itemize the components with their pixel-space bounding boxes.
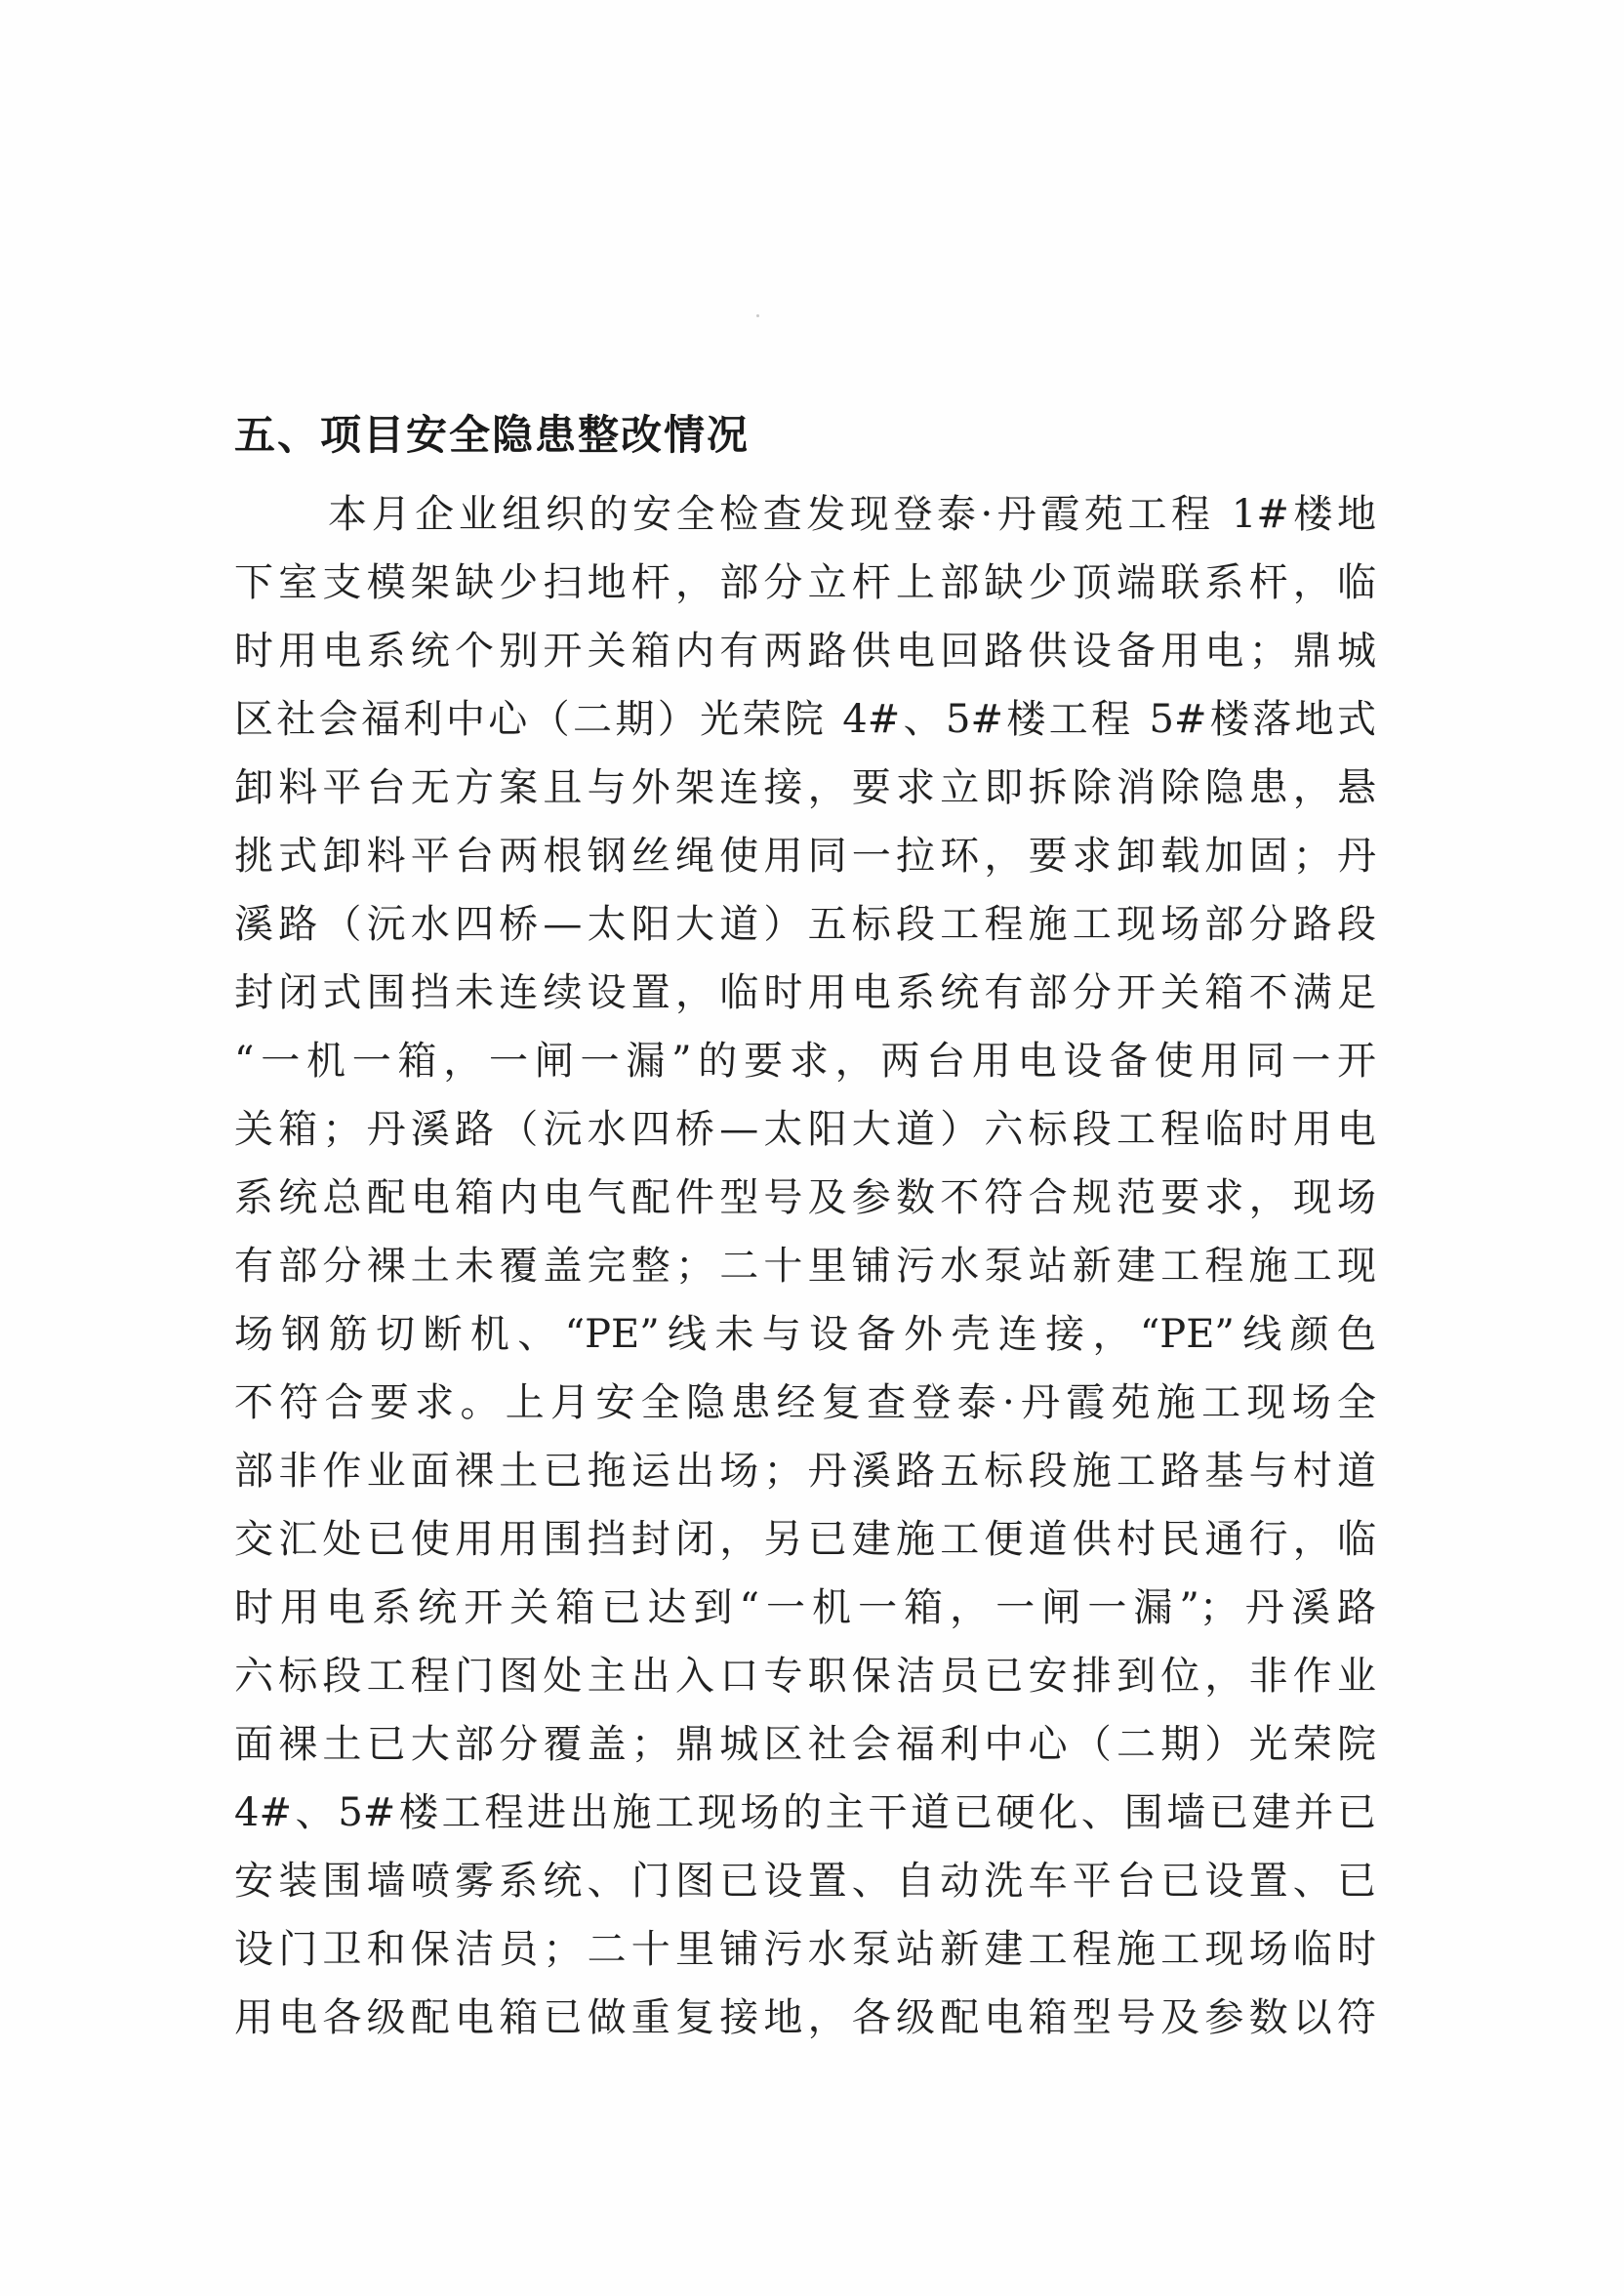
paragraph-line: 场钢筋切断机、“PE”线未与设备外壳连接，“PE”线颜色 xyxy=(234,1312,1376,1357)
paragraph-line: 安装围墙喷雾系统、门图已设置、自动洗车平台已设置、已 xyxy=(234,1859,1376,1904)
paragraph-line: 封闭式围挡未连续设置，临时用电系统有部分开关箱不满足 xyxy=(234,970,1376,1015)
paragraph-line: 用电各级配电箱已做重复接地，各级配电箱型号及参数以符 xyxy=(234,1995,1376,2040)
paragraph-line: 下室支模架缺少扫地杆，部分立杆上部缺少顶端联系杆，临 xyxy=(234,560,1376,605)
paragraph-line: 溪路（沅水四桥—太阳大道）五标段工程施工现场部分路段 xyxy=(234,902,1376,947)
paragraph-line: 本月企业组织的安全检查发现登泰·丹霞苑工程 1#楼地 xyxy=(328,492,1376,537)
paragraph-line: 有部分裸土未覆盖完整；二十里铺污水泵站新建工程施工现 xyxy=(234,1244,1376,1289)
paragraph-line: 时用电系统个别开关箱内有两路供电回路供设备用电；鼎城 xyxy=(234,629,1376,674)
section-heading: 五、项目安全隐患整改情况 xyxy=(234,411,751,459)
paragraph-line: 系统总配电箱内电气配件型号及参数不符合规范要求，现场 xyxy=(234,1175,1376,1220)
paragraph-line: 交汇处已使用用围挡封闭，另已建施工便道供村民通行，临 xyxy=(234,1517,1376,1562)
paragraph-line: 六标段工程门图处主出入口专职保洁员已安排到位，非作业 xyxy=(234,1654,1376,1699)
paragraph-line: 区社会福利中心（二期）光荣院 4#、5#楼工程 5#楼落地式 xyxy=(234,697,1376,742)
paragraph-line: 关箱；丹溪路（沅水四桥—太阳大道）六标段工程临时用电 xyxy=(234,1107,1376,1152)
paragraph-line: 不符合要求。上月安全隐患经复查登泰·丹霞苑施工现场全 xyxy=(234,1380,1376,1425)
paragraph-line: “一机一箱，一闸一漏”的要求，两台用电设备使用同一开 xyxy=(234,1039,1376,1084)
paragraph-line: 时用电系统开关箱已达到“一机一箱，一闸一漏”；丹溪路 xyxy=(234,1585,1376,1630)
paragraph-line: 设门卫和保洁员；二十里铺污水泵站新建工程施工现场临时 xyxy=(234,1927,1376,1972)
paragraph-line: 部非作业面裸土已拖运出场；丹溪路五标段施工路基与村道 xyxy=(234,1449,1376,1494)
paragraph-line: 卸料平台无方案且与外架连接，要求立即拆除消除隐患，悬 xyxy=(234,765,1376,810)
paragraph-line: 面裸土已大部分覆盖；鼎城区社会福利中心（二期）光荣院 xyxy=(234,1722,1376,1767)
paragraph-line: 挑式卸料平台两根钢丝绳使用同一拉环，要求卸载加固；丹 xyxy=(234,834,1376,879)
scan-speck xyxy=(756,314,759,317)
paragraph-line: 4#、5#楼工程进出施工现场的主干道已硬化、围墙已建并已 xyxy=(234,1790,1376,1835)
